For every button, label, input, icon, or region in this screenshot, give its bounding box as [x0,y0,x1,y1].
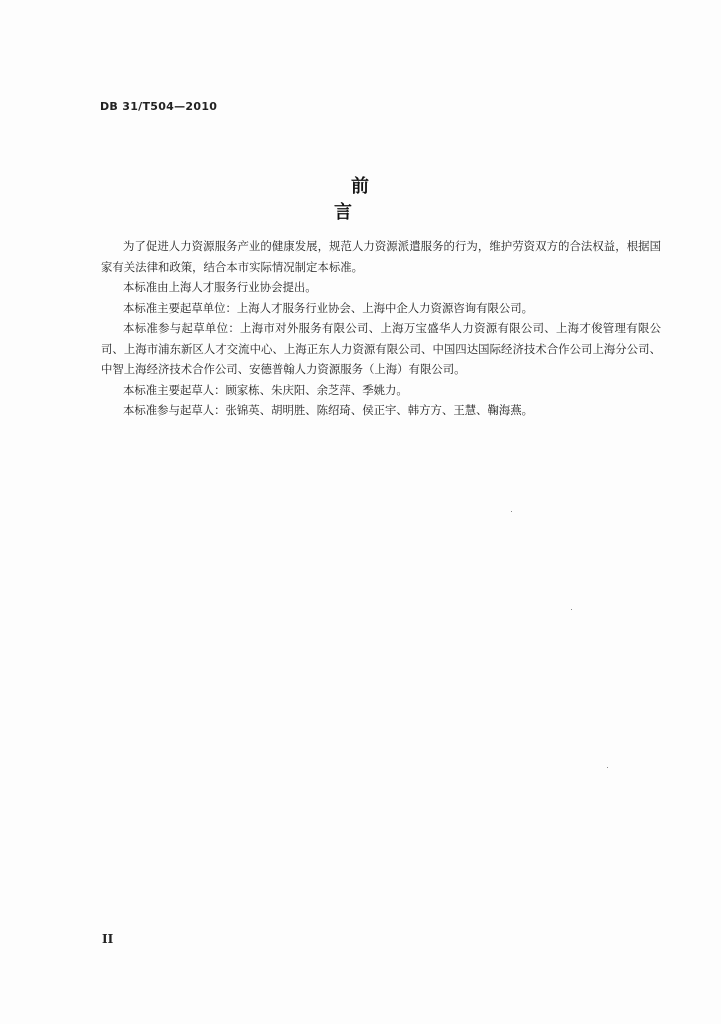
paragraph-participating-units: 本标准参与起草单位：上海市对外服务有限公司、上海万宝盛华人力资源有限公司、上海才俊管理有限公司、上海市浦东新区人才交流中心、上海正东人力资源有限公司、中国四达国际经济技术合作公司上海分公司、中智上海经济技术合作公司、安德普翰人力资源服务（上海）有限公司。 [101,321,661,376]
scan-speck [607,767,608,768]
scan-speck [511,511,512,512]
foreword-body [101,236,661,421]
paragraph-proposer: 本标准由上海人才服务行业协会提出。 [123,280,317,294]
paragraph-participating-drafters: 本标准参与起草人：张锦英、胡明胜、陈绍琦、侯正宇、韩方方、王慧、鞠海燕。 [123,403,534,417]
section-title: 前言 [334,176,403,223]
paragraph-purpose: 为了促进人力资源服务产业的健康发展，规范人力资源派遣服务的行为，维护劳资双方的合法权益，根据国家有关法律和政策，结合本市实际情况制定本标准。 [101,239,661,274]
paragraph-main-drafters: 本标准主要起草人：顾家栋、朱庆阳、余芝萍、季姚力。 [123,382,408,397]
paragraph-main-drafting-units: 本标准主要起草单位：上海人才服务行业协会、上海中企人力资源咨询有限公司。 [123,300,534,315]
page-number: II [102,932,114,946]
document-code: DB 31/T504—2010 [100,100,218,113]
scan-speck [571,609,572,610]
